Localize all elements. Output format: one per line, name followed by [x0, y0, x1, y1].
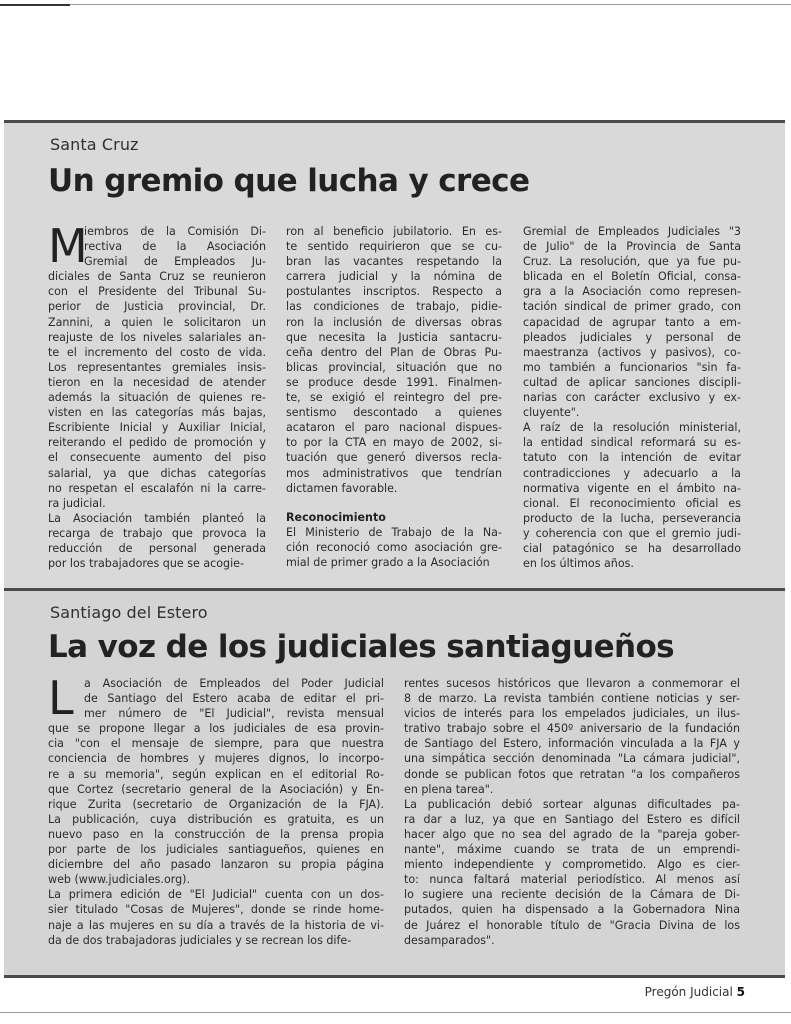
text-line: tuación que generó diversos recla-	[286, 451, 502, 465]
article-column-3	[523, 224, 741, 571]
article-headline: Un gremio que lucha y crece	[48, 163, 530, 199]
top-rule	[0, 4, 791, 5]
text-line: blicas provincial, situación que no	[286, 360, 502, 374]
text-line: ra judicial.	[48, 496, 106, 510]
text-line: bran las vacantes respetando la	[286, 255, 502, 269]
article-kicker: Santiago del Estero	[50, 603, 208, 622]
text-line: El Ministerio de Trabajo de la Na-	[286, 525, 502, 539]
text-line: capacidad de agrupar tanto a em-	[523, 315, 741, 329]
article-headline: La voz de los judiciales santiagueños	[48, 629, 675, 665]
text-line: iembros de la Comisión Di-	[84, 225, 266, 238]
article-kicker: Santa Cruz	[50, 135, 139, 154]
text-line: ra dar a luz, ya que en Santiago del Estero es difícil	[404, 812, 740, 826]
text-line: te sentido requirieron que se cu-	[286, 240, 502, 254]
text-line: nante", máxime cuando se trata de un emprendi-	[404, 843, 740, 857]
text-line: hacer algo que no sea del agrado de la "pareja gober-	[404, 827, 740, 841]
text-line: producto de la lucha, perseverancia	[523, 511, 741, 525]
text-line: gra a la Asociación como represen-	[523, 285, 741, 299]
text-line: La Asociación también planteó la	[48, 511, 266, 525]
text-line: trativo trabajo sobre el 450º aniversario de la fundación	[404, 722, 740, 736]
text-line: mos administrativos que tendrían	[286, 466, 502, 480]
text-line: Cruz. La resolución, que ya fue pu-	[523, 255, 741, 269]
text-line: normativa vigente en el ámbito na-	[523, 481, 741, 495]
text-line: Los representantes gremiales insis-	[48, 360, 266, 374]
text-line: naje a las mujeres en su día a través de la historia de vi-	[48, 918, 384, 932]
text-line: 8 de marzo. La revista también contiene noticias y ser-	[404, 692, 740, 706]
text-line: Zannini, a quien le solicitaron un	[48, 315, 266, 329]
text-line: to: nunca faltará material periodístico. Al menos así	[404, 873, 740, 887]
text-line: mial de primer grado a la Asociación	[286, 555, 490, 569]
article-column-1	[48, 671, 384, 948]
text-line: recarga de trabajo que provoca la	[48, 526, 266, 540]
article-santiago-del-estero	[4, 588, 785, 978]
text-line: Escribiente Inicial y Auxiliar Inicial,	[48, 421, 266, 435]
text-line: una simpática sección denominada "La cámara judicial",	[404, 752, 740, 766]
text-line: por los trabajadores que se acogie-	[48, 557, 244, 571]
text-line: rectiva de la Asociación	[84, 240, 266, 254]
article-santa-cruz	[4, 120, 785, 588]
text-line: reiterando el pedido de promoción y	[48, 436, 266, 450]
text-line: web (www.judiciales.org).	[48, 873, 191, 887]
article-column-1	[48, 219, 266, 571]
text-line: de Juárez el honorable título de "Gracia Divina de los	[404, 918, 740, 932]
text-line: sentismo descontado a quienes	[286, 406, 502, 420]
text-line: da de dos trabajadoras judiciales y se recrean los dife-	[48, 933, 352, 947]
text-line: ron al beneficio jubilatorio. En es-	[286, 225, 502, 238]
text-line: vicios de interés para los empelados judiciales, un ilus-	[404, 707, 740, 721]
text-line: salarial, ya que dichas categorías	[48, 466, 266, 480]
text-line: por parte de los judiciales santiagueños, quienes en	[48, 843, 384, 857]
text-line: pleados judiciales y personal de	[523, 330, 741, 344]
text-line: tación sindical de primer grado, con	[523, 300, 741, 314]
text-line: que se propone llegar a los judiciales de esa provin-	[48, 722, 384, 736]
text-line: contradicciones y adecuarlo a la	[523, 466, 741, 480]
text-line: ron la inclusión de diversas obras	[286, 315, 502, 329]
text-line: además la situación de quienes re-	[48, 391, 266, 405]
text-line: desamparados".	[404, 933, 495, 947]
text-line: reducción de personal generada	[48, 541, 266, 555]
text-line: a Asociación de Empleados del Poder Judicial	[84, 677, 384, 690]
text-line: de Santiago del Estero, información vinculada a la FJA y	[404, 737, 740, 751]
text-line: no respetan el escalafón ni la carre-	[48, 481, 266, 495]
text-line: diciales de Santa Cruz se reunieron	[48, 270, 266, 284]
text-line: el consecuente aumento del piso	[48, 451, 266, 465]
article-subheading: Reconocimiento	[286, 510, 386, 524]
article-column-2	[286, 224, 502, 570]
text-line: te, se exigió el reintegro del pre-	[286, 391, 502, 405]
text-line: te el incremento del costo de vida.	[48, 345, 266, 359]
text-line: cional. El reconocimiento oficial es	[523, 496, 741, 510]
text-line: cultad de aplicar sanciones discipli-	[523, 375, 741, 389]
text-line: con el Presidente del Tribunal Su-	[48, 285, 266, 299]
text-line: donde se publican fotos que retratan "a los compañeros	[404, 767, 740, 781]
text-line: blicada en el Boletín Oficial, consa-	[523, 270, 741, 284]
text-line: carrera judicial y la nómina de	[286, 270, 502, 284]
text-line: en los últimos años.	[523, 557, 634, 571]
text-line: rentes sucesos históricos que llevaron a conmemorar el	[404, 677, 740, 690]
text-line: ción reconoció como asociación gre-	[286, 540, 502, 554]
text-line: se produce desde 1991. Finalmen-	[286, 375, 502, 389]
text-line: putados, quien ha dispensado a la Gobernadora Nina	[404, 903, 740, 917]
text-line: tieron en la necesidad de atender	[48, 375, 266, 389]
text-line: en plena tarea".	[404, 782, 494, 796]
drop-cap: M	[48, 219, 88, 273]
text-line: que necesita la Justicia santacru-	[286, 330, 502, 344]
text-line: acataron el paro nacional dispues-	[286, 421, 502, 435]
text-line: cial patagónico se ha desarrollado	[523, 541, 741, 555]
text-line: to por la CTA en mayo de 2002, si-	[286, 436, 502, 450]
text-line: visten en las categorías más bajas,	[48, 406, 266, 420]
text-line: lo sugiere una reciente decisión de la Cámara de Di-	[404, 888, 740, 902]
text-line: rique Zurita (secretario de Organización de la FJA).	[48, 797, 384, 811]
text-line: cluyente".	[523, 406, 580, 420]
text-line: mer número de "El Judicial", revista mensual	[84, 707, 384, 721]
page-number: 5	[736, 985, 745, 999]
text-line: La publicación debió sortear algunas dificultades pa-	[404, 797, 740, 811]
text-line: y coherencia con que el gremio judi-	[523, 526, 741, 540]
drop-cap: L	[48, 671, 74, 725]
text-line: sier titulado "Cosas de Mujeres", donde se rinde home-	[48, 903, 384, 917]
text-line: de Julio" de la Provincia de Santa	[523, 240, 741, 254]
text-line: La publicación, cuya distribución es gratuita, es un	[48, 812, 384, 826]
text-line: Gremial de Empleados Ju-	[84, 255, 266, 269]
text-line: perior de Justicia provincial, Dr.	[48, 300, 266, 314]
text-line: maestranza (activos y pasivos), co-	[523, 345, 741, 359]
text-line: postulantes inscriptos. Respecto a	[286, 285, 502, 299]
text-line: ceña dentro del Plan de Obras Pu-	[286, 345, 502, 359]
text-line: nuevo paso en la construcción de la prensa propia	[48, 827, 384, 841]
text-line: de Santiago del Estero acaba de editar el pri-	[84, 692, 384, 706]
text-line: Gremial de Empleados Judiciales "3	[523, 225, 741, 238]
top-rule-accent	[0, 4, 70, 6]
text-line: La primera edición de "El Judicial" cuenta con un dos-	[48, 888, 384, 902]
text-line: reajuste de los niveles salariales an-	[48, 330, 266, 344]
text-line: miento independiente y comprometido. Algo es cier-	[404, 858, 740, 872]
text-line: narias con carácter exclusivo y ex-	[523, 391, 741, 405]
text-line: que Cortez (secretario general de la Asociación) y En-	[48, 782, 384, 796]
text-line: conciencia de hombres y mujeres dignos, lo incorpo-	[48, 752, 384, 766]
text-line: dictamen favorable.	[286, 481, 398, 495]
publication-name: Pregón Judicial	[644, 985, 733, 999]
page-footer	[645, 985, 745, 999]
text-line: mo también a funcionarios "sin fa-	[523, 360, 741, 374]
text-line: tatuto con la intención de evitar	[523, 451, 741, 465]
text-line: diciembre del año pasado lanzaron su propia página	[48, 858, 384, 872]
text-line: cia "con el mensaje de siempre, para que nuestra	[48, 737, 384, 751]
text-line: la entidad sindical reformará su es-	[523, 436, 741, 450]
bottom-rule	[0, 1012, 791, 1013]
text-line: re a su memoria", según explican en el editorial Ro-	[48, 767, 384, 781]
article-column-2	[404, 676, 740, 948]
text-line: las condiciones de trabajo, pidie-	[286, 300, 502, 314]
text-line: A raíz de la resolución ministerial,	[523, 421, 741, 435]
